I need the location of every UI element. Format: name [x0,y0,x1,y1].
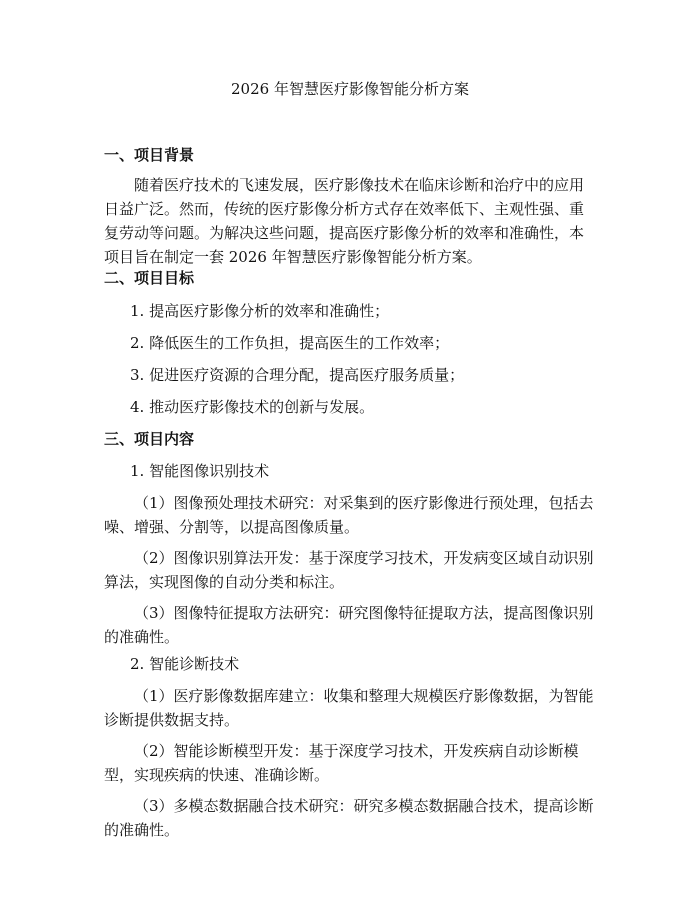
section-heading-background: 一、项目背景 [104,146,195,164]
content-subheading-image-recognition: 1. 智能图像识别技术 [130,462,270,480]
goal-item-1: 1. 提高医疗影像分析的效率和准确性； [130,302,390,320]
content-item-1-1: （1）图像预处理技术研究：对采集到的医疗影像进行预处理，包括去噪、增强、分割等，以提高图像质量。 [104,494,594,536]
background-paragraph: 随着医疗技术的飞速发展，医疗影像技术在临床诊断和治疗中的应用日益广泛。然而，传统的医疗影像分析方式存在效率低下、主观性强、重复劳动等问题。为解决这些问题，提高医疗影像分析的效率和准确性，本项目旨在制定一套 2026 年智慧医疗影像智能分析方案。 [104,176,585,266]
goal-item-3: 3. 促进医疗资源的合理分配，提高医疗服务质量； [130,366,465,384]
content-item-1-2: （2）图像识别算法开发：基于深度学习技术，开发病变区域自动识别算法，实现图像的自动分类和标注。 [104,549,594,591]
content-item-2-2: （2）智能诊断模型开发：基于深度学习技术，开发疾病自动诊断模型，实现疾病的快速、准确诊断。 [104,742,579,784]
content-subheading-intelligent-diagnosis: 2. 智能诊断技术 [130,655,240,673]
content-item-2-1: （1）医疗影像数据库建立：收集和整理大规模医疗影像数据，为智能诊断提供数据支持。 [104,687,594,729]
section-heading-content: 三、项目内容 [104,430,195,448]
section-heading-goals: 二、项目目标 [104,269,195,287]
content-item-1-3: （3）图像特征提取方法研究：研究图像特征提取方法，提高图像识别的准确性。 [104,604,594,646]
goal-item-2: 2. 降低医生的工作负担，提高医生的工作效率； [130,334,450,352]
content-item-2-3: （3）多模态数据融合技术研究：研究多模态数据融合技术，提高诊断的准确性。 [104,797,594,839]
goal-item-4: 4. 推动医疗影像技术的创新与发展。 [130,398,375,416]
document-title: 2026 年智慧医疗影像智能分析方案 [231,80,469,98]
